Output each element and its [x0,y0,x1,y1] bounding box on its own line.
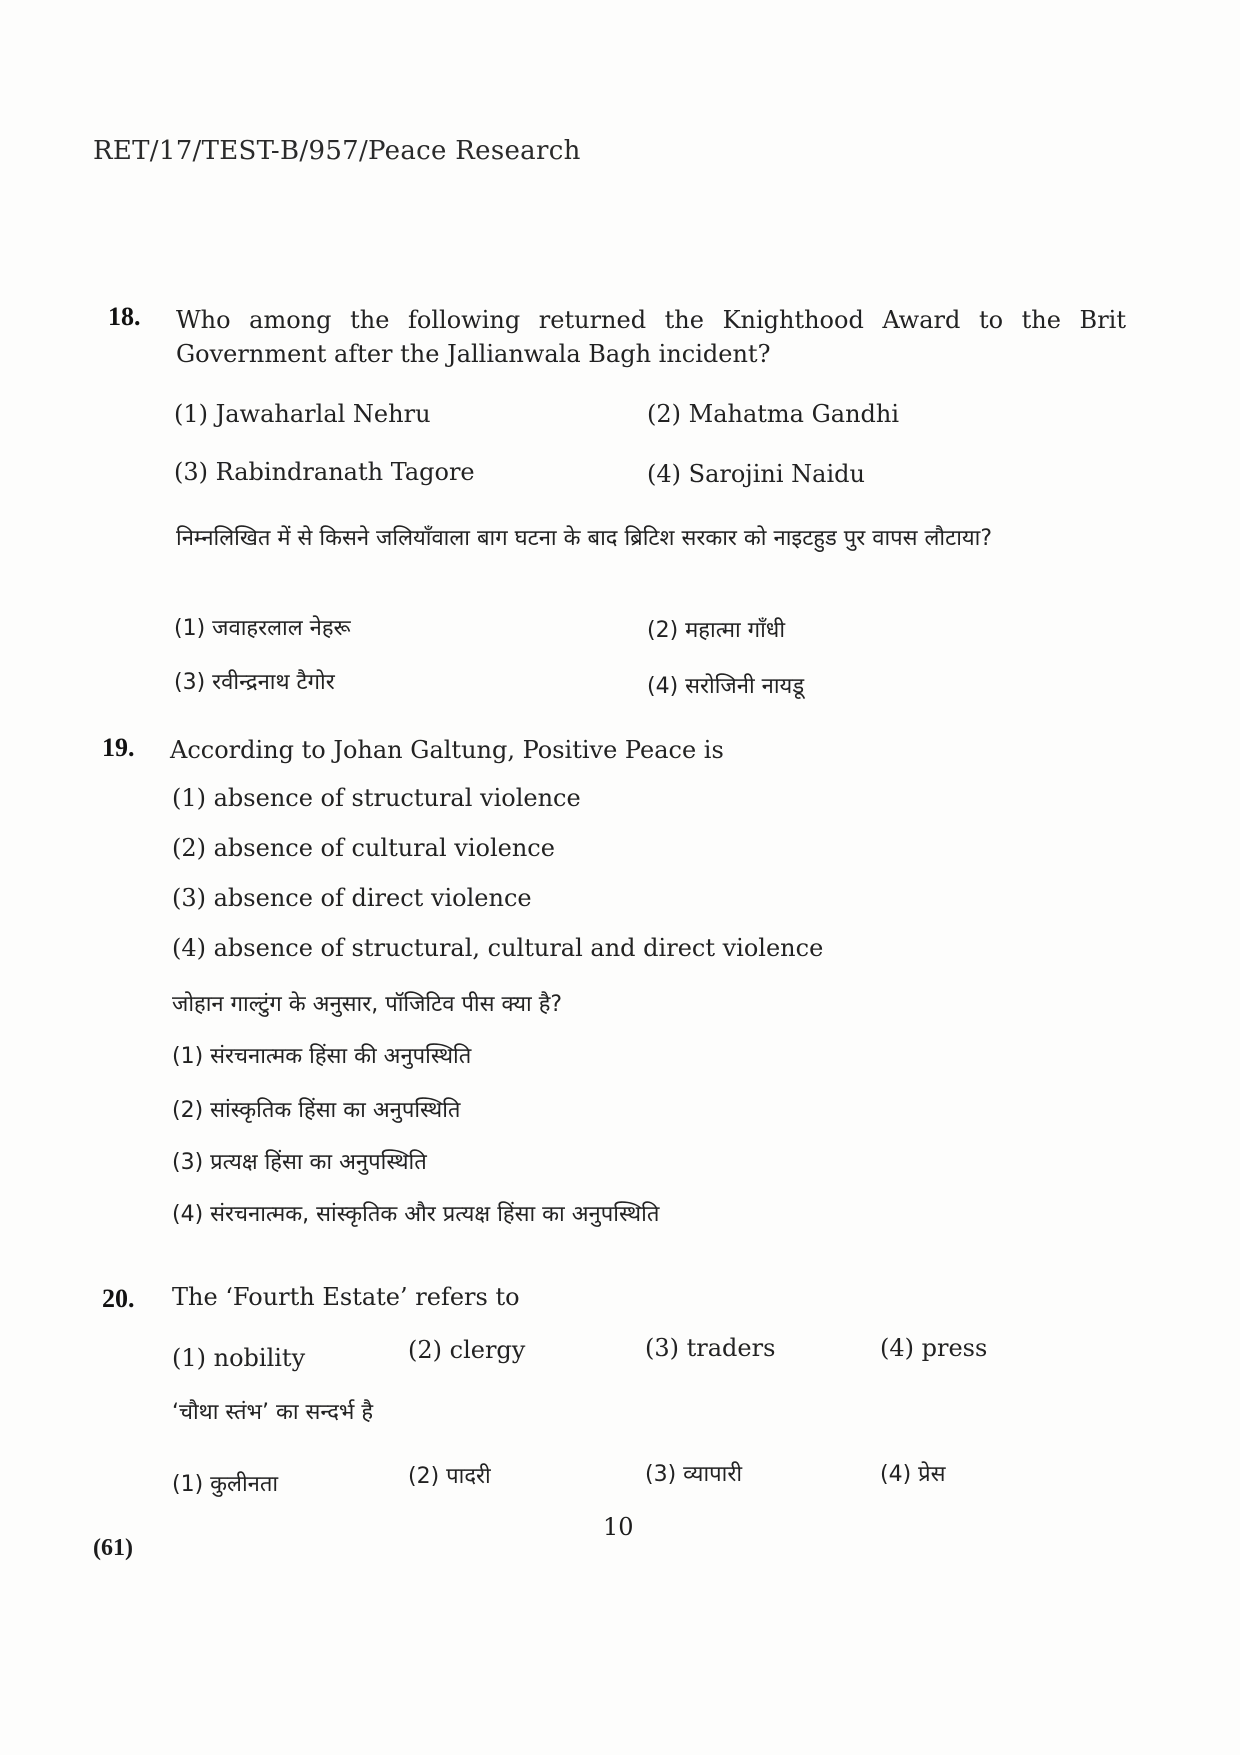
option-en-3: (3) Rabindranath Tagore [174,458,475,486]
option-hi-2: (2) महात्मा गाँधी [647,618,786,643]
option-en-4: (4) press [880,1334,988,1362]
question-number: 19. [102,733,135,762]
option-hi-2: (2) सांस्कृतिक हिंसा का अनुपस्थिति [172,1098,461,1123]
option-hi-4: (4) प्रेस [880,1462,946,1487]
question-text-hi: जोहान गाल्टुंग के अनुसार, पॉजिटिव पीस क्या है? [172,992,563,1017]
option-en-3: (3) traders [645,1334,776,1362]
option-hi-4: (4) सरोजिनी नायडू [647,674,805,699]
option-en-1: (1) absence of structural violence [172,784,581,812]
option-hi-1: (1) कुलीनता [172,1472,279,1497]
option-hi-2: (2) पादरी [408,1464,491,1489]
option-en-1: (1) Jawaharlal Nehru [174,400,431,428]
page-header: RET/17/TEST-B/957/Peace Research [93,136,581,166]
option-en-2: (2) absence of cultural violence [172,834,555,862]
question-text-hi: निम्नलिखित में से किसने जलियाँवाला बाग घटना के बाद ब्रिटिश सरकार को नाइटहुड पुर वापस लौटाया? [176,526,993,551]
option-hi-3: (3) प्रत्यक्ष हिंसा का अनुपस्थिति [172,1150,427,1175]
option-hi-1: (1) संरचनात्मक हिंसा की अनुपस्थिति [172,1044,472,1069]
option-en-1: (1) nobility [172,1344,306,1372]
option-en-2: (2) Mahatma Gandhi [647,400,900,428]
question-text-en: Who among the following returned the Knighthood Award to the Brit Government after the Jallianwala Bagh incident? [176,306,1126,368]
question-text-en: The ‘Fourth Estate’ refers to [172,1283,520,1311]
option-en-4: (4) absence of structural, cultural and direct violence [172,934,824,962]
option-en-2: (2) clergy [408,1336,526,1364]
option-hi-4: (4) संरचनात्मक, सांस्कृतिक और प्रत्यक्ष हिंसा का अनुपस्थिति [172,1202,660,1227]
option-en-4: (4) Sarojini Naidu [647,460,865,488]
option-hi-3: (3) रवीन्द्रनाथ टैगोर [174,670,335,695]
question-text-en: According to Johan Galtung, Positive Peace is [170,736,724,764]
option-hi-3: (3) व्यापारी [645,1462,743,1487]
option-hi-1: (1) जवाहरलाल नेहरू [174,616,351,641]
option-en-3: (3) absence of direct violence [172,884,532,912]
page-number: 10 [603,1513,634,1541]
question-number: 20. [102,1284,135,1313]
question-number: 18. [108,302,141,331]
booklet-code: (61) [93,1535,133,1561]
question-text-hi: ‘चौथा स्तंभ’ का सन्दर्भ है [172,1400,374,1425]
